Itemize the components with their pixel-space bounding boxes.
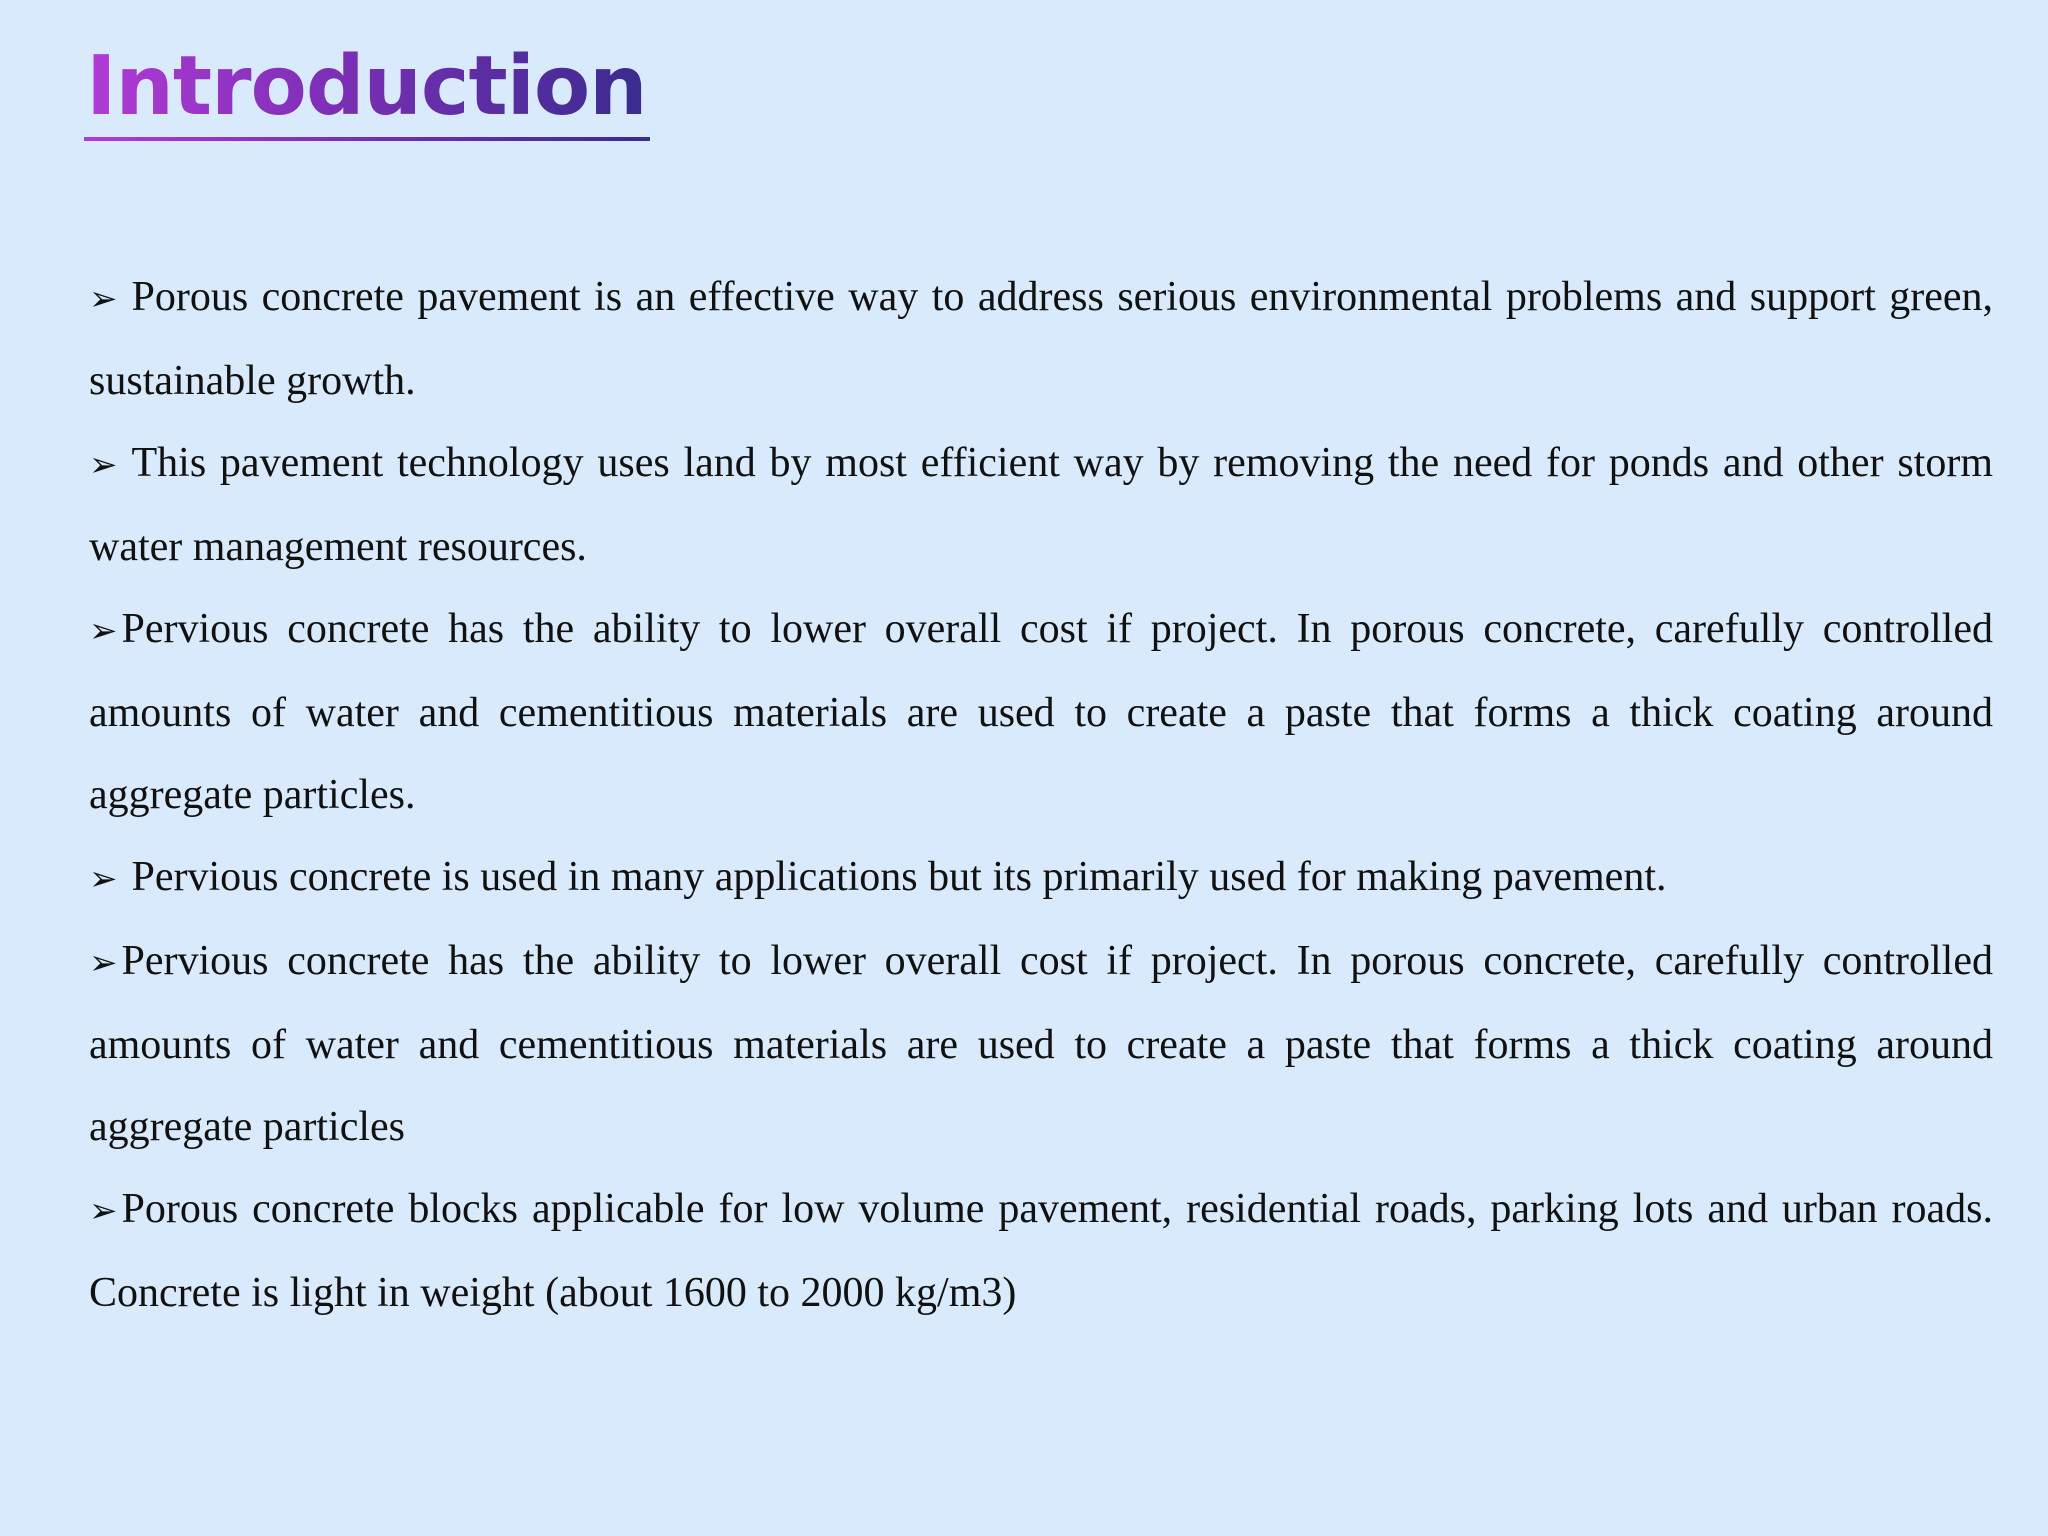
bullet-text: Pervious concrete has the ability to lower overall cost if project. In porous concrete, carefully controlled amounts of water and cementitious materials are used to create a paste that forms a thick coating around aggregate particles	[89, 938, 1993, 1150]
bullet-text: This pavement technology uses land by most efficient way by removing the need for ponds and other storm water management resources.	[89, 440, 1993, 570]
bullet-text: Porous concrete pavement is an effective way to address serious environmental problems and support green, sustainable growth.	[89, 274, 1993, 404]
arrow-bullet-icon: ➢	[89, 1191, 118, 1231]
bullet-item	[89, 588, 1993, 836]
arrow-bullet-icon: ➢	[89, 859, 118, 899]
bullet-item	[89, 422, 1993, 588]
bullet-text: Pervious concrete is used in many applications but its primarily used for making pavement.	[131, 854, 1667, 900]
arrow-bullet-icon: ➢	[89, 445, 118, 485]
bullet-item	[89, 256, 1993, 422]
bullet-item	[89, 920, 1993, 1168]
bullet-text: Pervious concrete has the ability to lower overall cost if project. In porous concrete, carefully controlled amounts of water and cementitious materials are used to create a paste that forms a thick coating around aggregate particles.	[89, 606, 1993, 818]
arrow-bullet-icon: ➢	[89, 279, 118, 319]
bullet-item	[89, 1168, 1993, 1334]
bullet-text: Porous concrete blocks applicable for low volume pavement, residential roads, parking lots and urban roads. Concrete is light in weight (about 1600 to 2000 kg/m3)	[89, 1186, 1993, 1316]
title-underline	[84, 137, 650, 141]
arrow-bullet-icon: ➢	[89, 611, 118, 651]
bullet-list	[89, 256, 1993, 1334]
arrow-bullet-icon: ➢	[89, 943, 118, 983]
bullet-item	[89, 836, 1993, 920]
slide-title: Introduction	[86, 39, 647, 134]
